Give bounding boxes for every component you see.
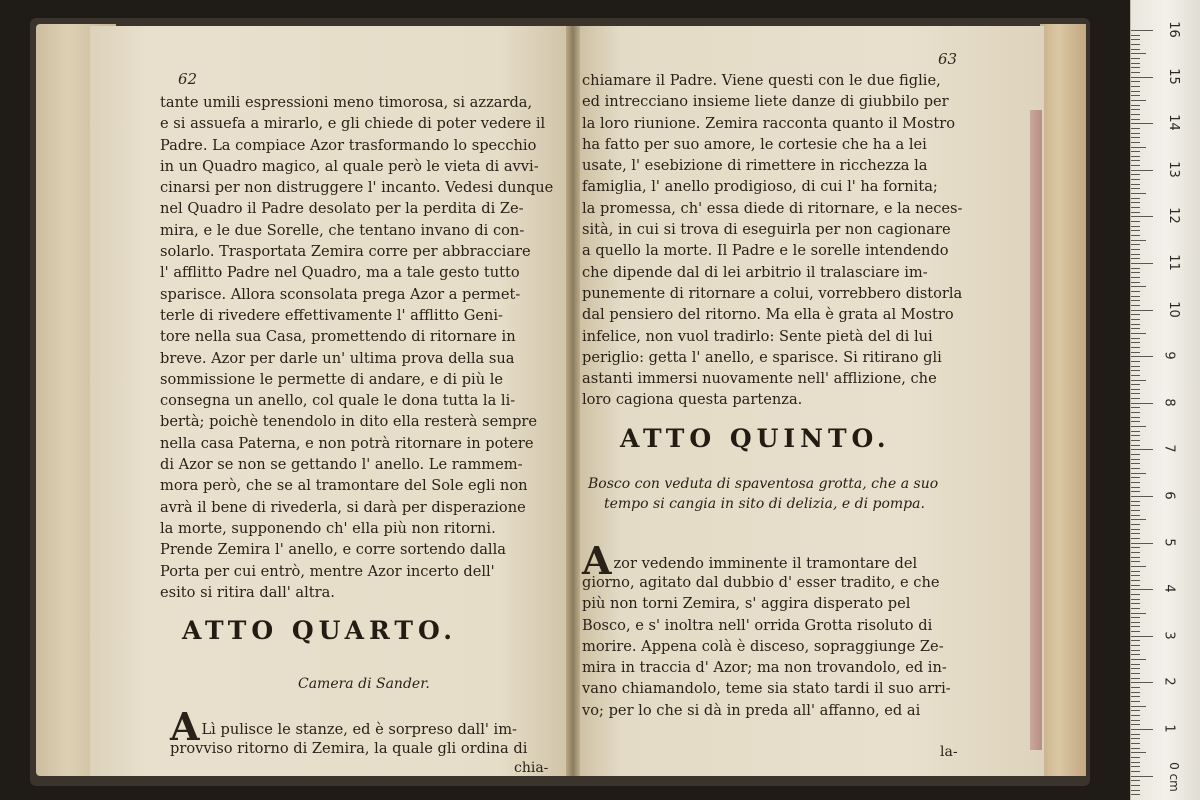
ruler-number: 16 [1165,21,1181,38]
act-title-quarto: ATTO QUARTO. [182,616,457,645]
left-text-line-8: l' afflitto Padre nel Quadro, ma a tale gesto tutto [160,264,520,282]
right-text-line-9: che dipende dal di lei arbitrio il tralasciare im- [582,263,928,281]
ruler-tick [1131,123,1153,124]
ruler-tick [1131,254,1140,255]
ruler-tick [1131,338,1140,339]
ruler-number: 2 [1161,677,1177,687]
ruler-number: 14 [1165,114,1181,131]
ruler-tick [1131,347,1140,348]
ruler-tick [1131,529,1140,530]
ruler-tick [1131,165,1140,166]
ruler-tick [1131,599,1140,600]
right-text-line-4: usate, l' esebizione di rimettere in ricchezza la [582,157,928,175]
ruler-number: 10 [1165,300,1181,318]
page-number-right: 63 [938,50,958,68]
left-text-line-10: terle di rivedere effettivamente l' afflitto Geni- [160,306,503,324]
ruler-tick [1131,557,1140,558]
right-text-line-12: infelice, non vuol tradirlo: Sente pietà del di lui [582,327,933,345]
left-text-line-15: bertà; poichè tenendolo in dito ella resterà sempre [160,413,538,431]
ruler-tick [1131,207,1140,208]
after-line-right-6: vano chiamandolo, teme sia stato tardi il suo arri- [582,680,951,698]
ruler-tick [1131,380,1146,381]
ruler-number: 11 [1165,254,1181,271]
after-line-right-4: morire. Appena colà è disceso, sopraggiunge Ze- [582,637,944,655]
ruler-tick [1131,184,1140,185]
ruler-tick [1131,105,1140,106]
left-text-line-23: esito si ritira dall' altra. [160,583,335,601]
ruler-tick [1131,95,1140,96]
ruler-tick [1131,710,1140,711]
after-line-right-5: mira in traccia d' Azor; ma non trovandolo, ed in- [582,659,947,677]
catchword-right: la- [940,744,958,760]
ruler-tick [1131,594,1140,595]
after-line-right-0: zor vedendo imminente il tramontare del [613,555,918,572]
right-text-line-3: ha fatto per suo amore, le cortesie che ha a lei [582,135,927,153]
ruler-tick [1131,58,1140,59]
ruler-tick [1131,35,1140,36]
ruler-tick [1131,589,1153,590]
ruler-tick [1131,417,1140,418]
ruler-tick [1131,53,1146,54]
act-title-quinto: ATTO QUINTO. [620,424,891,453]
ruler-tick [1131,249,1140,250]
ruler-tick [1131,496,1153,497]
right-page-edges [1040,24,1086,776]
ruler-tick [1131,603,1140,604]
ruler-tick [1131,72,1140,73]
ruler-tick [1131,752,1146,753]
ruler-tick [1131,617,1140,618]
page-number-left: 62 [178,70,198,88]
ruler-tick [1131,137,1140,138]
ruler-tick [1131,314,1140,315]
ruler-tick [1131,454,1140,455]
right-page-after-text [582,572,951,721]
ruler-tick [1131,272,1140,273]
ruler-tick [1131,39,1140,40]
ruler-tick [1131,263,1153,264]
drop-cap-left: A [170,704,200,749]
ruler-tick [1131,538,1140,539]
left-text-line-0: tante umili espressioni meno timorosa, si azzarda, [160,94,533,111]
ruler-tick [1131,291,1140,292]
ruler-tick [1131,333,1146,334]
scene-heading-right-1: Bosco con veduta di spaventosa grotta, che a suo [588,476,939,492]
ruler-tick [1131,277,1140,278]
ruler-tick [1131,519,1146,520]
ruler-tick [1131,361,1140,362]
ruler-tick [1131,147,1146,148]
ruler-tick [1131,566,1146,567]
ruler-tick [1131,724,1140,725]
right-page [574,26,1044,776]
ruler-tick [1131,664,1140,665]
ruler-tick [1131,477,1140,478]
ruler-unit: 0 cm [1166,762,1181,792]
ruler-tick [1131,49,1140,50]
ruler-tick [1131,561,1140,562]
pink-bookmark-strip [1030,110,1042,750]
left-text-line-16: nella casa Paterna, e non potrà ritornare in potere [160,434,534,452]
ruler-tick [1131,356,1153,357]
ruler-tick [1131,515,1140,516]
ruler-tick [1131,706,1146,707]
ruler-tick [1131,543,1153,544]
ruler-tick [1131,743,1140,744]
left-text-line-12: breve. Azor per darle un' ultima prova della sua [160,349,515,367]
ruler-number: 7 [1161,444,1177,454]
ruler-tick [1131,491,1140,492]
ruler-tick [1131,375,1140,376]
ruler-tick [1131,244,1140,245]
ruler-tick [1131,133,1140,134]
ruler-tick [1131,580,1140,581]
ruler-tick [1131,459,1140,460]
ruler-tick [1131,403,1153,404]
ruler-tick [1131,585,1140,586]
scene-heading-right-2: tempo si cangia in sito di delizia, e di pompa. [604,496,925,512]
ruler-tick [1131,636,1153,637]
ruler-tick [1131,310,1153,311]
ruler-tick [1131,282,1140,283]
left-text-line-21: Prende Zemira l' anello, e corre sortendo dalla [160,541,506,559]
ruler-tick [1131,216,1153,217]
ruler-tick [1131,305,1140,306]
ruler-tick [1131,221,1140,222]
scene-heading-left: Camera di Sander. [298,676,430,692]
left-text-line-3: in un Quadro magico, al quale però le vieta di avvi- [160,157,539,175]
left-text-line-17: di Azor se non se gettando l' anello. Le rammem- [160,456,523,474]
ruler-tick [1131,682,1153,683]
right-text-line-7: sità, in cui si trova di eseguirla per non cagionare [582,221,951,239]
ruler-tick [1131,650,1140,651]
ruler-tick [1131,510,1140,511]
ruler-tick [1131,91,1140,92]
book-gutter [566,26,580,776]
ruler-tick [1131,673,1140,674]
left-text-line-6: mira, e le due Sorelle, che tentano invano di con- [160,221,525,239]
ruler-tick [1131,198,1140,199]
ruler-tick [1131,230,1140,231]
left-text-line-19: avrà il bene di rivederla, si darà per disperazione [160,498,526,516]
ruler-tick [1131,533,1140,534]
ruler-tick [1131,678,1140,679]
ruler-tick [1131,407,1140,408]
ruler-tick [1131,790,1140,791]
right-text-line-11: dal pensiero del ritorno. Ma ella è grata al Mostro [582,306,954,324]
ruler-tick [1131,226,1140,227]
ruler-tick [1131,505,1140,506]
ruler-tick [1131,421,1140,422]
ruler-tick [1131,86,1140,87]
ruler-tick [1131,645,1140,646]
ruler-tick [1131,398,1140,399]
ruler-tick [1131,268,1140,269]
ruler-tick [1131,729,1153,730]
ruler-tick [1131,370,1140,371]
ruler-tick [1131,384,1140,385]
ruler-tick [1131,720,1140,721]
ruler-tick [1131,77,1153,78]
left-page [90,26,572,776]
ruler-tick [1131,468,1140,469]
drop-cap-right: A [582,538,612,583]
ruler-tick [1131,613,1146,614]
ruler-tick [1131,393,1140,394]
ruler-tick [1131,431,1140,432]
ruler-tick [1131,300,1140,301]
ruler-tick [1131,757,1140,758]
after-line-right-1: giorno, agitato dal dubbio d' esser tradito, e che [582,574,940,591]
ruler-tick [1131,687,1140,688]
ruler-number: 13 [1165,161,1181,178]
ruler-tick [1131,179,1140,180]
ruler-tick [1131,240,1146,241]
ruler-number: 15 [1165,67,1181,85]
ruler-tick [1131,575,1140,576]
left-page-text [160,92,553,603]
ruler-tick [1131,389,1140,390]
ruler-tick [1131,128,1140,129]
ruler-tick [1131,435,1140,436]
ruler-tick [1131,640,1140,641]
ruler-tick [1131,319,1140,320]
ruler-tick [1131,151,1140,152]
ruler-tick [1131,81,1140,82]
ruler-number: 1 [1161,724,1177,733]
ruler-tick [1131,748,1140,749]
ruler-tick [1131,487,1140,488]
left-text-line-13: sommissione le permette di andare, e di più le [160,370,504,388]
ruler-tick [1131,100,1146,101]
ruler-tick [1131,142,1140,143]
right-text-line-5: famiglia, l' anello prodigioso, di cui l' ha fornita; [582,178,938,196]
ruler-tick [1131,44,1140,45]
ruler-tick [1131,202,1140,203]
ruler-tick [1131,552,1140,553]
right-text-line-14: astanti immersi nuovamente nell' afflizione, che [582,370,937,388]
ruler-tick [1131,440,1140,441]
ruler-tick [1131,766,1140,767]
after-line-right-3: Bosco, e s' inoltra nell' orrida Grotta risoluto di [582,616,933,634]
ruler-tick [1131,426,1146,427]
ruler-tick [1131,156,1140,157]
ruler-tick [1131,668,1140,669]
ruler-tick [1131,776,1153,777]
ruler-tick [1131,324,1140,325]
ruler-tick [1131,212,1140,213]
ruler-tick [1131,328,1140,329]
left-text-line-14: consegna un anello, col quale le dona tutta la li- [160,392,516,410]
ruler-number: 8 [1161,398,1177,407]
ruler-tick [1131,174,1140,175]
ruler-tick [1131,771,1140,772]
ruler-tick [1131,352,1140,353]
ruler-tick [1131,738,1140,739]
after-line-right-2: più non torni Zemira, s' aggira disperato pel [582,595,911,613]
ruler-tick [1131,501,1140,502]
ruler-tick [1131,342,1140,343]
ruler-number: 4 [1161,584,1177,593]
ruler-tick [1131,631,1140,632]
ruler-number: 3 [1161,631,1177,640]
ruler-tick [1131,286,1146,287]
ruler-tick [1131,119,1140,120]
ruler-tick [1131,692,1140,693]
left-text-line-22: Porta per cui entrò, mentre Azor incerto dell' [160,562,495,580]
right-text-line-2: la loro riunione. Zemira racconta quanto il Mostro [582,114,956,132]
ruler-number: 9 [1161,351,1177,360]
ruler-tick [1131,449,1153,450]
right-text-line-10: punemente di ritornare a colui, vorrebbero distorla [582,284,963,302]
after-line-right-7: vo; per lo che si dà in preda all' affanno, ed ai [582,701,921,719]
left-text-line-11: tore nella sua Casa, promettendo di ritornare in [160,328,516,346]
left-text-line-1: e si assuefa a mirarlo, e gli chiede di poter vedere il [160,115,546,133]
ruler-tick [1131,701,1140,702]
ruler-tick [1131,30,1153,31]
ruler-tick [1131,463,1140,464]
ruler-tick [1131,762,1140,763]
measuring-ruler [1130,0,1200,800]
ruler-number: 5 [1161,537,1177,547]
left-text-line-7: solarlo. Trasportata Zemira corre per abbracciare [160,243,531,261]
right-text-line-13: periglio: getta l' anello, e sparisce. Si ritirano gli [582,348,942,366]
ruler-tick [1131,780,1140,781]
ruler-tick [1131,114,1140,115]
ruler-tick [1131,109,1140,110]
left-text-line-9: sparisce. Allora sconsolata prega Azor a permet- [160,285,521,303]
ruler-tick [1131,63,1140,64]
ruler-tick [1131,785,1140,786]
ruler-tick [1131,547,1140,548]
left-text-line-2: Padre. La compiace Azor trasformando lo specchio [160,136,537,154]
right-text-line-6: la promessa, ch' essa diede di ritornare, e la neces- [582,199,963,217]
ruler-tick [1131,734,1140,735]
ruler-tick [1131,296,1140,297]
ruler-tick [1131,524,1140,525]
ruler-tick [1131,626,1140,627]
left-text-line-4: cinarsi per non distruggere l' incanto. Vedesi dunque [160,179,554,197]
ruler-tick [1131,715,1140,716]
ruler-tick [1131,170,1153,171]
right-text-line-1: ed intrecciano insieme liete danze di giubbilo per [582,93,949,111]
right-text-line-0: chiamare il Padre. Viene questi con le due figlie, [582,72,941,89]
ruler-tick [1131,193,1146,194]
ruler-tick [1131,654,1140,655]
ruler-tick [1131,696,1140,697]
ruler-tick [1131,473,1146,474]
ruler-tick [1131,794,1140,795]
right-text-line-15: loro cagiona questa partenza. [582,391,803,409]
ruler-tick [1131,366,1140,367]
ruler-tick [1131,445,1140,446]
after-line-left-0: Lì pulisce le stanze, ed è sorpreso dall' im- [201,721,517,738]
left-text-line-5: nel Quadro il Padre desolato per la perdita di Ze- [160,200,524,218]
ruler-number: 12 [1165,207,1181,225]
after-line-left-1: provviso ritorno di Zemira, la quale gli ordina di [170,740,528,757]
ruler-tick [1131,482,1140,483]
left-text-line-18: mora però, che se al tramontare del Sole egli non [160,477,528,495]
ruler-tick [1131,188,1140,189]
right-text-line-8: a quello la morte. Il Padre e le sorelle intendendo [582,242,949,260]
ruler-tick [1131,571,1140,572]
ruler-tick [1131,659,1146,660]
ruler-tick [1131,608,1140,609]
ruler-tick [1131,235,1140,236]
right-page-text [582,70,962,411]
ruler-tick [1131,622,1140,623]
ruler-tick [1131,412,1140,413]
ruler-tick [1131,67,1140,68]
catchword-left: chia- [514,760,549,776]
ruler-number: 6 [1161,491,1177,500]
ruler-tick [1131,160,1140,161]
left-text-line-20: la morte, supponendo ch' ella più non ritorni. [160,519,496,537]
ruler-tick [1131,258,1140,259]
